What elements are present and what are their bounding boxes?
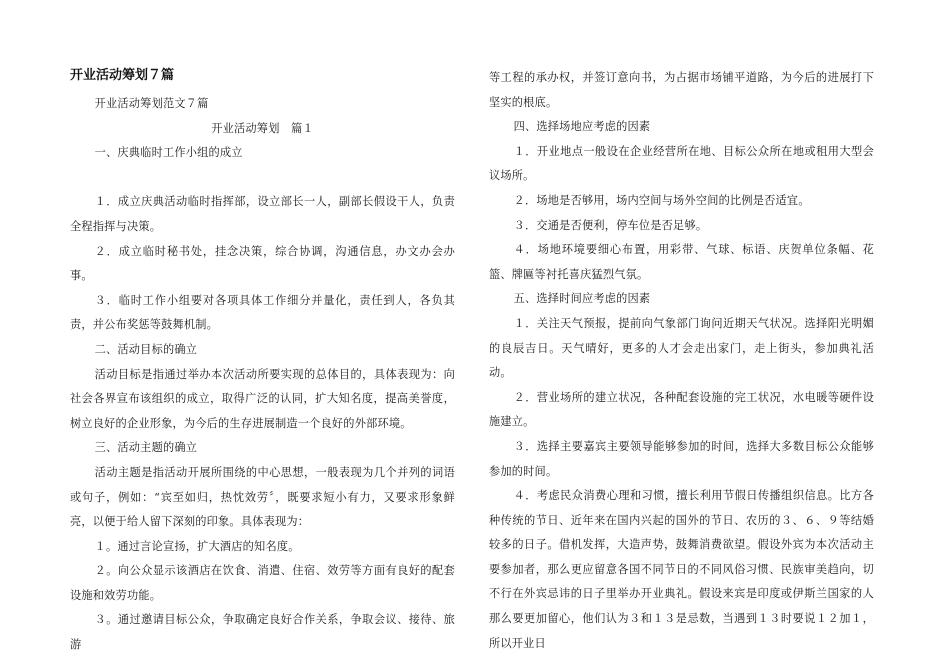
section-heading: 开业活动筹划 篇１ [211, 121, 314, 135]
heading-1: 一、庆典临时工作小组的成立 [94, 146, 243, 160]
heading-3: 三、活动主题的确立 [94, 441, 198, 455]
paragraph: ２．场地是否够用，场内空间与场外空间的比例是否适宜。 [513, 193, 810, 207]
paragraph: １．成立庆典活动临时指挥部，设立部长一人，副部长假设干人，负责全程指挥与决策。 [70, 195, 455, 233]
paragraph: 活动主题是指活动开展所围绕的中心思想，一般表现为几个并列的词语或句子，例如：“宾至如归，热忱效劳〞，既要求短小有力，又要求形象鲜亮，以便于给人留下深刻的印象。具体表现为： [70, 465, 455, 529]
paragraph: ２。向公众显示该酒店在饮食、消遣、住宿、效劳等方面有良好的配套设施和效劳功能。 [70, 564, 455, 602]
right-column [489, 66, 874, 656]
paragraph-continued: 等工程的承办权，并签订意向书，为占据市场铺平道路，为今后的进展打下坚实的根底。 [489, 71, 874, 109]
heading-2: 二、活动目标的确立 [94, 342, 198, 356]
blank-line [70, 166, 455, 191]
heading-4: 四、选择场地应考虑的因素 [513, 120, 651, 134]
paragraph: ３．临时工作小组要对各项具体工作细分并量化，责任到人，各负其责，并公布奖惩等鼓舞机制。 [70, 293, 455, 332]
paragraph: ４．场地环境要细心布置，用彩带、气球、标语、庆贺单位条幅、花篮、牌匾等衬托喜庆猛烈气氛。 [489, 243, 874, 281]
paragraph: ４．考虑民众消费心理和习惯，擅长利用节假日传播组织信息。比方各种传统的节日、近年来在国内兴起的国外的节日、农历的３、６、９等结婚较多的日子。借机发挥，大造声势，鼓舞消费欲望。假设外宾为本次活动主要参加者，那么更应留意各国不同节日的不同风俗习惯、民族审美趋向，切不行在外宾忌讳的日子里举办开业典礼。假设来宾是印度或伊斯兰国家的人那么要更加留心，他们认为３和１３是忌数，当遇到１３时要说１２加１，所以开业日 [489, 489, 874, 650]
heading-5: 五、选择时间应考虑的因素 [513, 292, 651, 306]
left-column [70, 66, 455, 658]
paragraph: １．关注天气预报，提前向气象部门询问近期天气状况。选择阳光明媚的良辰吉日。天气晴好，更多的人才会走出家门，走上街头，参加典礼活动。 [489, 316, 874, 380]
paragraph: ３．交通是否便利，停车位是否足够。 [513, 218, 708, 232]
paragraph: １。通过言论宣扬，扩大酒店的知名度。 [94, 539, 300, 553]
document-title: 开业活动筹划７篇 [70, 68, 175, 83]
paragraph: ３。通过邀请目标公众，争取确定良好合作关系，争取会议、接待、旅游 [70, 613, 455, 652]
paragraph: ２．营业场所的建立状况，各种配套设施的完工状况，水电暖等硬件设施建立。 [489, 390, 874, 429]
paragraph: ２．成立临时秘书处，挂念决策，综合协调，沟通信息，办文办会办事。 [70, 244, 455, 283]
paragraph: 活动目标是指通过举办本次活动所要实现的总体目的，具体表现为：向社会各界宣布该组织的成立，取得广泛的认同，扩大知名度，提高美誉度，树立良好的企业形象，为今后的生存进展制造一个良好的外部环境。 [70, 367, 455, 430]
paragraph: １．开业地点一般设在企业经营所在地、目标公众所在地或租用大型会议场所。 [489, 144, 874, 183]
paragraph: ３．选择主要嘉宾主要领导能够参加的时间，选择大多数目标公众能够参加的时间。 [489, 439, 874, 478]
subtitle: 开业活动筹划范文７篇 [94, 97, 209, 110]
